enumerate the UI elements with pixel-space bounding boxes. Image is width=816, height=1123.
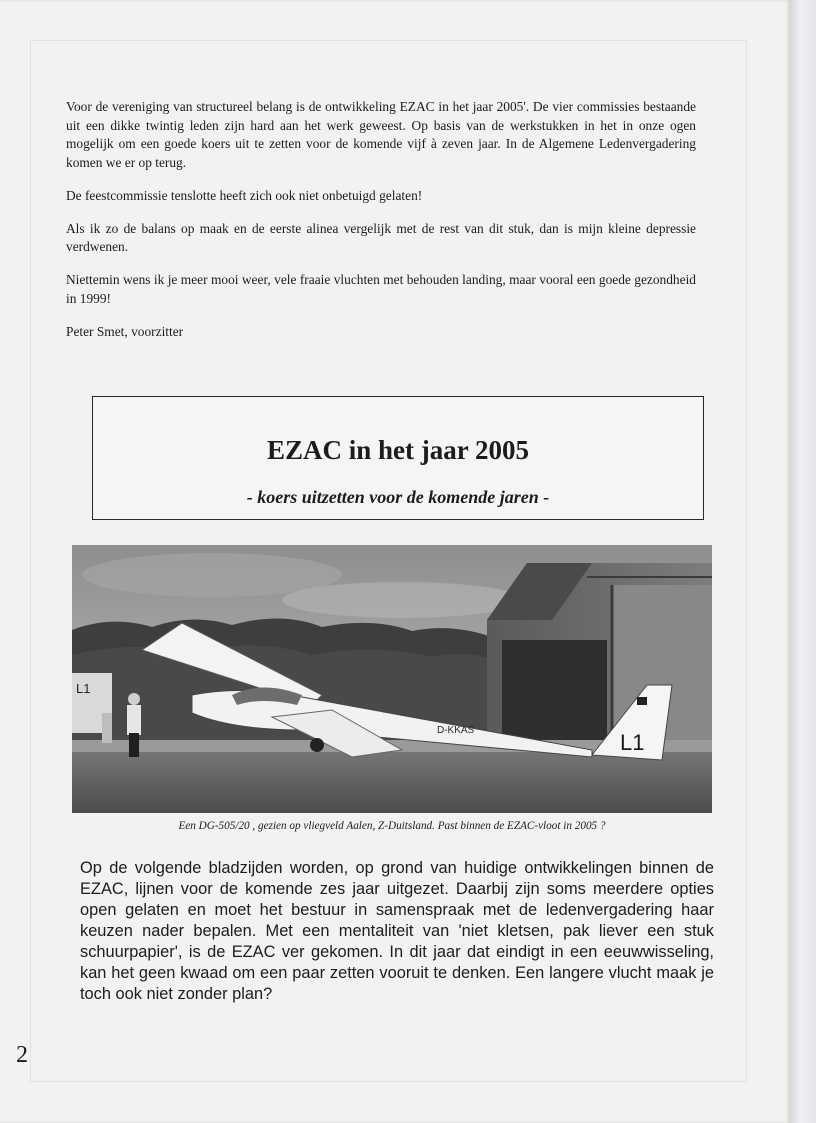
intro-section	[66, 98, 696, 356]
glider-registration: D-KKAS	[437, 725, 475, 736]
intro-paragraph: Voor de vereniging van structureel belang is de ontwikkeling EZAC in het jaar 2005'. De vier commissies bestaande uit een dikke twintig leden zijn hard aan het werk geweest. Op basis van de werkstukken in het in onze ogen mogelijk om een goede koers uit te zetten voor de komende vijf à zeven jaar. In de Algemene Ledenvergadering komen we er op terug.	[66, 99, 696, 170]
article-subtitle: - koers uitzetten voor de komende jaren -	[246, 487, 550, 507]
building-letter: L1	[76, 681, 91, 696]
page-number: 2	[16, 1042, 28, 1068]
article-title: EZAC in het jaar 2005	[266, 435, 529, 465]
glider-photo	[72, 545, 712, 813]
article-body: Op de volgende bladzijden worden, op grond van huidige ontwikkelingen binnen de EZAC, lijnen voor de komende zes jaar uitgezet. Daarbij zijn soms meerdere opties open gelaten en moet het bestuur in samenspraak met de ledenvergadering haar keuzen nader bepalen. Met een mentaliteit van 'niet kletsen, pak liever een stuk schuurpapier', is de EZAC ver gekomen. In dit jaar dat eindigt in een eeuwwisseling, kan het geen kwaad om een paar zetten vooruit te denken. Een langere vlucht maak je toch ook niet zonder plan?	[80, 859, 714, 1003]
article-title-box	[92, 396, 704, 520]
signature-line: Peter Smet, voorzitter	[66, 323, 184, 339]
photo-caption: Een DG-505/20 , gezien op vliegveld Aalen, Z-Duitsland. Past binnen de EZAC-vloot in 2005 ?	[178, 820, 606, 832]
tail-code: L1	[620, 730, 645, 755]
intro-paragraph: Niettemin wens ik je meer mooi weer, vele fraaie vluchten met behouden landing, maar vooral een goede gezondheid in 1999!	[66, 272, 696, 306]
intro-paragraph: Als ik zo de balans op maak en de eerste alinea vergelijk met de rest van dit stuk, dan is mijn kleine depressie verdwenen.	[66, 220, 696, 254]
next-page-edge	[790, 0, 816, 1123]
intro-paragraph: De feestcommissie tenslotte heeft zich ook niet onbetuigd gelaten!	[66, 187, 423, 203]
